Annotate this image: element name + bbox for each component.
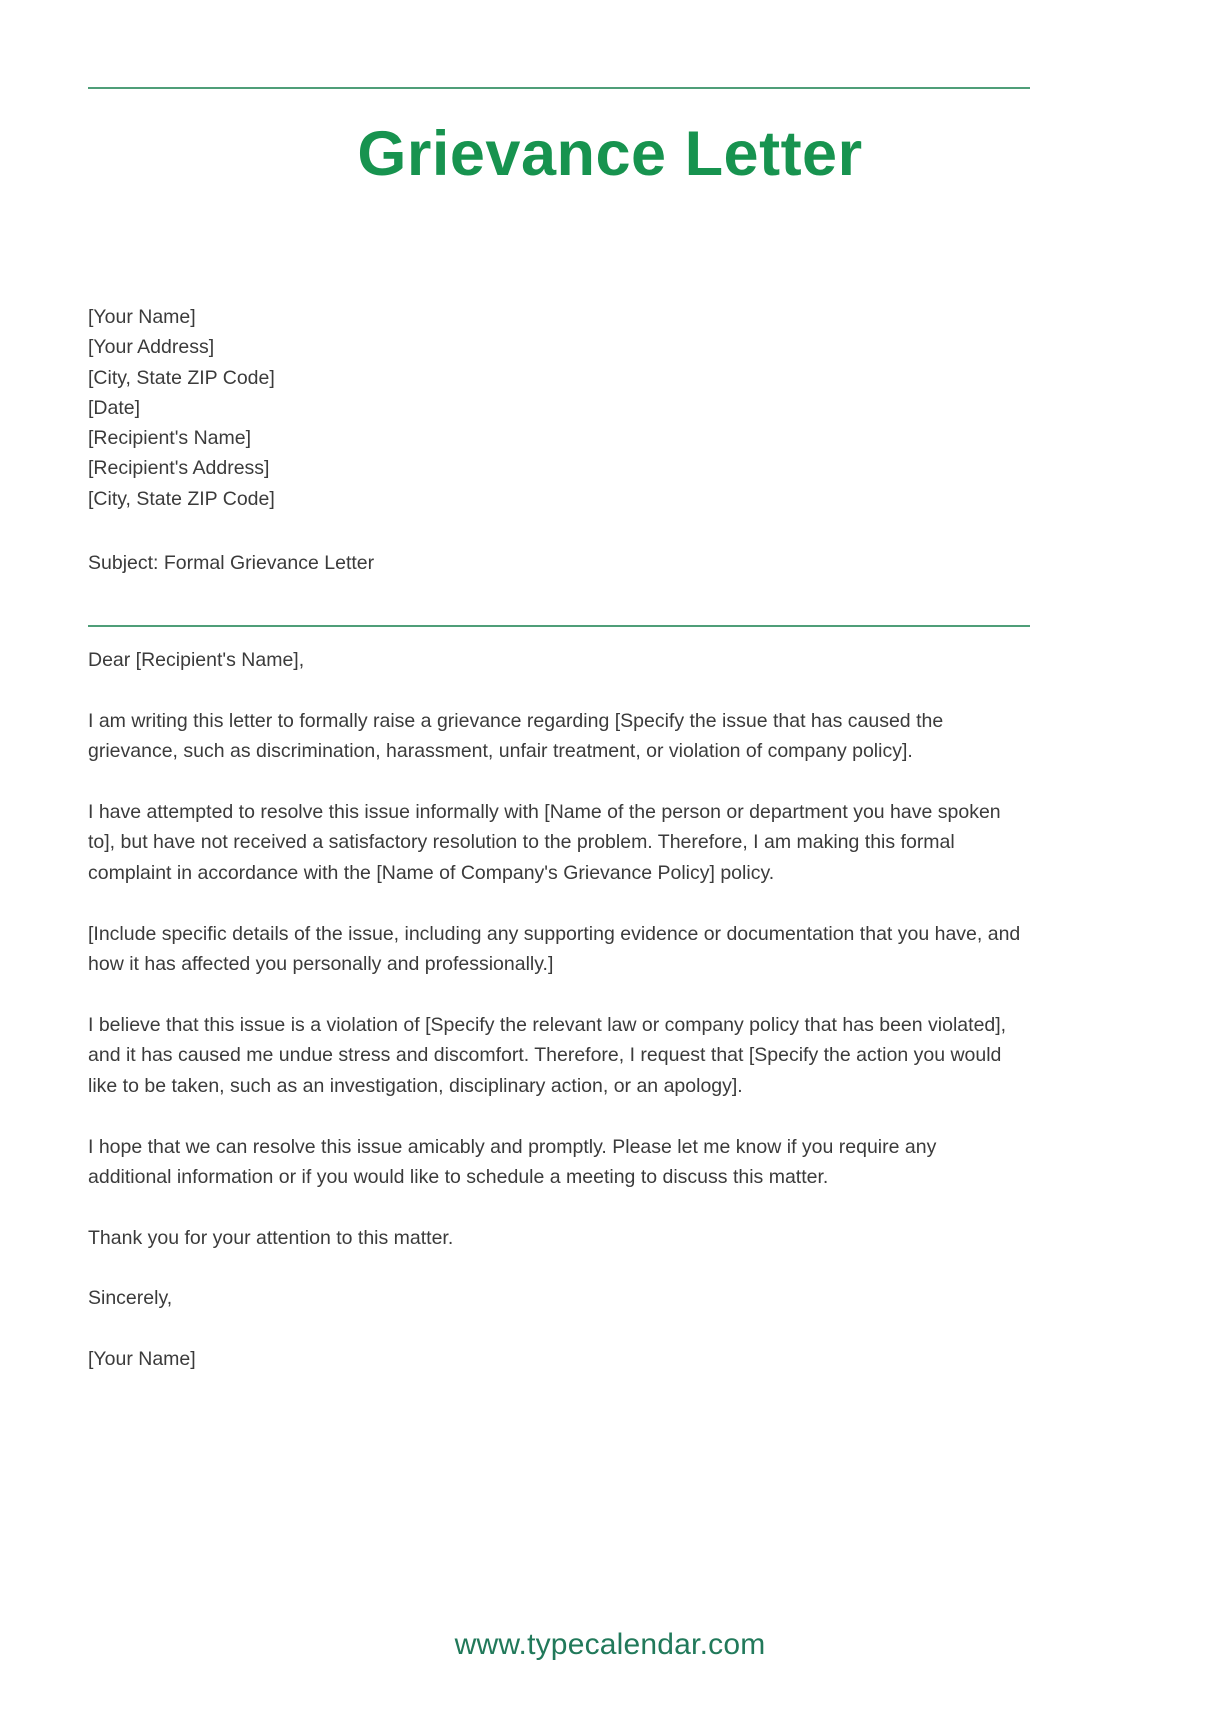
header-divider-top bbox=[88, 87, 1030, 89]
salutation: Dear [Recipient's Name], bbox=[88, 649, 305, 671]
signature-name: [Your Name] bbox=[88, 1347, 196, 1370]
address-line-recipient-name: [Recipient's Name] bbox=[88, 427, 252, 450]
footer-website-url[interactable]: www.typecalendar.com bbox=[454, 1628, 766, 1661]
body-paragraph-2: I have attempted to resolve this issue informally with [Name of the person or department you have spoken to], but have not received a satisfactory resolution to the problem. Therefore, I am making this formal complaint in accordance with the [Name of Company's Grievance Policy] policy. bbox=[88, 800, 1001, 884]
body-divider bbox=[88, 625, 1030, 627]
body-paragraph-thanks: Thank you for your attention to this matter. bbox=[88, 1226, 454, 1249]
address-block bbox=[88, 302, 948, 514]
subject-line: Subject: Formal Grievance Letter bbox=[88, 552, 375, 574]
address-line-recipient-city: [City, State ZIP Code] bbox=[88, 487, 275, 510]
address-line-date: [Date] bbox=[88, 396, 141, 419]
body-paragraph-4: I believe that this issue is a violation of [Specify the relevant law or company policy that has been violated], and it has caused me undue stress and discomfort. Therefore, I request that [Specify the action you would like to be taken, such as an investigation, disciplinary action, or an apology]. bbox=[88, 1013, 1007, 1097]
address-line-sender-name: [Your Name] bbox=[88, 306, 196, 328]
body-paragraph-5: I hope that we can resolve this issue amicably and promptly. Please let me know if you require any additional information or if you would like to schedule a meeting to discuss this matter. bbox=[88, 1135, 937, 1189]
page-title: Grievance Letter bbox=[357, 119, 863, 189]
body-paragraph-3: [Include specific details of the issue, including any supporting evidence or documentation that you have, and how it has affected you personally and professionally.] bbox=[88, 922, 1021, 976]
letter-body bbox=[88, 645, 1024, 1405]
address-line-sender-address: [Your Address] bbox=[88, 336, 215, 359]
body-paragraph-1: I am writing this letter to formally raise a grievance regarding [Specify the issue that has caused the grievance, such as discrimination, harassment, unfair treatment, or violation of company policy]. bbox=[88, 709, 944, 763]
address-line-sender-city: [City, State ZIP Code] bbox=[88, 366, 275, 389]
address-line-recipient-address: [Recipient's Address] bbox=[88, 457, 270, 480]
closing-salutation: Sincerely, bbox=[88, 1287, 173, 1310]
